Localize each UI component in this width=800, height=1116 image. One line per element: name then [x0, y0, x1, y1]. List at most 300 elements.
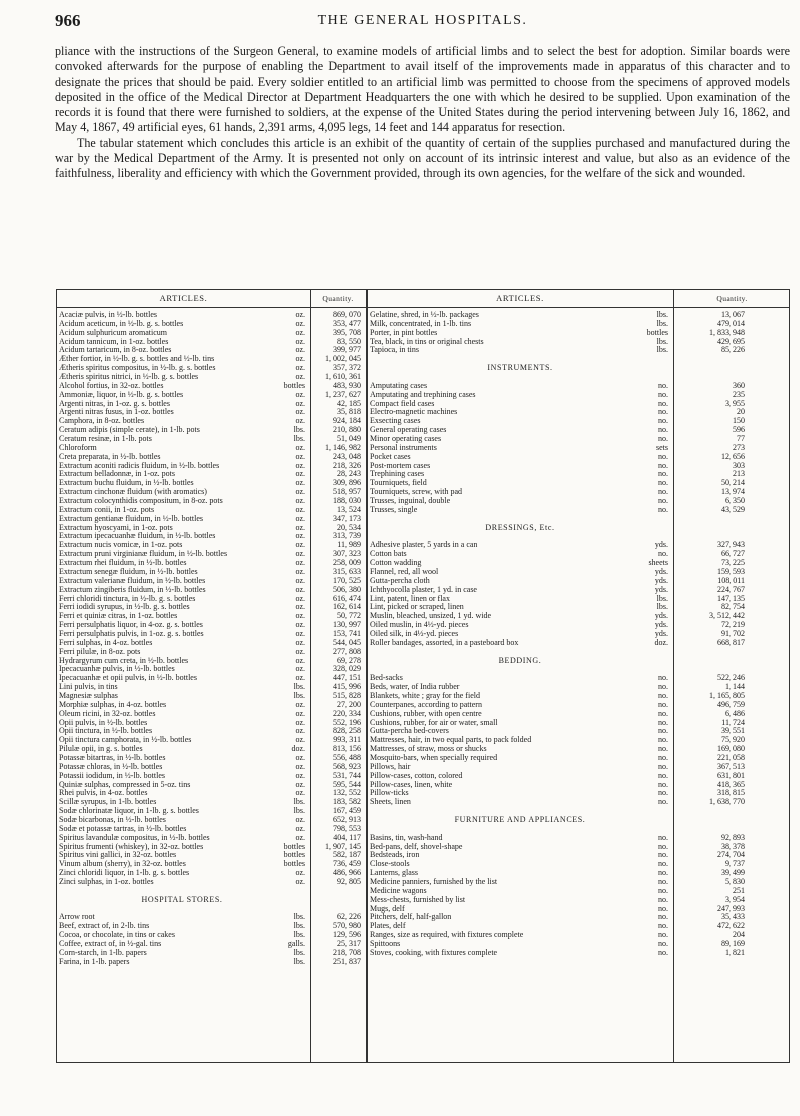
unit-label: no.	[658, 851, 668, 860]
unit-label: lbs.	[293, 922, 305, 931]
quantity-value: 1, 638, 770	[709, 798, 745, 807]
table-row	[59, 479, 364, 488]
article-name: Pillow-cases, cotton, colored	[370, 771, 463, 780]
quantity-value: 170, 525	[333, 576, 361, 585]
unit-label: no.	[658, 452, 668, 461]
table-row	[370, 931, 789, 940]
quantity-value: 736, 459	[333, 860, 361, 869]
unit-label: yds.	[654, 567, 668, 576]
unit-label: oz.	[295, 621, 305, 630]
quantity-value: 1, 610, 361	[325, 373, 361, 382]
table-row	[59, 435, 364, 444]
article-name: Argenti nitras fusus, in 1-oz. bottles	[59, 408, 174, 417]
article-name: Trusses, inguinal, double	[370, 497, 451, 506]
table-row	[370, 400, 789, 409]
article-name: Potassæ chloras, in ½-lb. bottles	[59, 762, 163, 771]
article-name: Extractum buchu fluidum, in ½-lb. bottles	[59, 479, 194, 488]
article-name: Ferri iodidi syrupus, in ½-lb. g. s. bottles	[59, 603, 190, 612]
quantity-value: 13, 067	[721, 311, 745, 319]
unit-label: lbs.	[293, 691, 305, 700]
unit-label: oz.	[295, 399, 305, 408]
article-name: Adhesive plaster, 5 yards in a can	[370, 541, 478, 550]
article-name: Counterpanes, according to pattern	[370, 700, 482, 709]
article-name: Opii pulvis, in ½-lb. bottles	[59, 718, 148, 727]
table-row	[370, 541, 789, 550]
table-row	[59, 674, 364, 683]
article-name: Lini pulvis, in tins	[59, 683, 118, 692]
article-name: Plates, delf	[370, 922, 406, 931]
quantity-value: 51, 049	[337, 435, 361, 444]
quantity-value: 1, 144	[725, 683, 745, 692]
unit-label: no.	[658, 940, 668, 949]
unit-label: no.	[658, 789, 668, 798]
table-row	[59, 577, 364, 586]
quantity-value: 83, 550	[337, 337, 361, 346]
unit-label: oz.	[295, 576, 305, 585]
intro-text	[55, 44, 790, 182]
quantity-value: 132, 552	[333, 789, 361, 798]
unit-label: oz.	[295, 638, 305, 647]
table-row	[59, 665, 364, 674]
table-row	[59, 807, 364, 816]
unit-label: oz.	[295, 443, 305, 452]
quantity-value: 218, 708	[333, 948, 361, 957]
unit-label: oz.	[295, 700, 305, 709]
unit-label: no.	[658, 869, 668, 878]
unit-label: yds.	[654, 612, 668, 621]
article-name: Mugs, delf	[370, 904, 405, 913]
quantity-value: 318, 815	[717, 789, 745, 798]
quantity-value: 1, 002, 045	[325, 355, 361, 364]
table-row	[370, 683, 789, 692]
table-row	[59, 320, 364, 329]
table-row	[59, 843, 364, 852]
article-name: Ferri chloridi tinctura, in ½-lb. g. s. bottles	[59, 594, 196, 603]
article-name: Ammoniæ, liquor, in ½-lb. g. s. bottles	[59, 390, 184, 399]
article-name: Rhei pulvis, in 4-oz. bottles	[59, 789, 148, 798]
article-name: Magnesiæ sulphas	[59, 691, 118, 700]
quantity-value: 77	[737, 435, 745, 444]
article-name: Tourniquets, field	[370, 479, 427, 488]
table-row	[370, 612, 789, 621]
quantity-value: 162, 614	[333, 603, 361, 612]
quantity-value: 50, 772	[337, 612, 361, 621]
table-row	[370, 860, 789, 869]
quantity-value: 582, 187	[333, 851, 361, 860]
unit-label: oz.	[295, 709, 305, 718]
unit-label: no.	[658, 762, 668, 771]
unit-label: no.	[658, 497, 668, 506]
article-name: Stoves, cooking, with fixtures complete	[370, 948, 498, 957]
quantity-value: 353, 477	[333, 319, 361, 328]
unit-label: no.	[658, 895, 668, 904]
quantity-value: 224, 767	[717, 585, 745, 594]
table-row	[59, 798, 364, 807]
unit-label: bottles	[646, 328, 668, 337]
unit-label: no.	[658, 833, 668, 842]
section-heading: DRESSINGS, Etc.	[485, 523, 555, 532]
article-name: Close-stools	[370, 860, 410, 869]
page-number: 966	[55, 11, 81, 30]
unit-label: yds.	[654, 629, 668, 638]
quantity-value: 159, 593	[717, 567, 745, 576]
quantity-value: 218, 326	[333, 461, 361, 470]
unit-label: bottles	[283, 851, 305, 860]
article-name: Compact field cases	[370, 399, 435, 408]
table-row	[370, 595, 789, 604]
quantity-value: 188, 030	[333, 497, 361, 506]
article-name: Oiled muslin, in 4½-yd. pieces	[370, 621, 469, 630]
table-row	[59, 364, 364, 373]
unit-label: no.	[658, 904, 668, 913]
article-name: Pillows, hair	[370, 762, 411, 771]
article-name: Acidum tannicum, in 1-oz. bottles	[59, 337, 169, 346]
table-row	[59, 825, 364, 834]
article-name: Extractum cinchonæ fluidum (with aromatics)	[59, 488, 207, 497]
table-row	[59, 639, 364, 648]
article-name: Lanterns, glass	[370, 869, 418, 878]
unit-label: oz.	[295, 718, 305, 727]
unit-label: oz.	[295, 541, 305, 550]
unit-label: no.	[658, 736, 668, 745]
unit-label: oz.	[295, 833, 305, 842]
table-row	[59, 612, 364, 621]
table-row	[370, 453, 789, 462]
article-name: Pocket cases	[370, 452, 411, 461]
table-row	[370, 692, 789, 701]
article-name: Ipecacuanhæ pulvis, in ½-lb. bottles	[59, 665, 175, 674]
unit-label: oz.	[295, 328, 305, 337]
quantity-value: 108, 011	[717, 576, 745, 585]
article-name: Ætheris spiritus compositus, in ½-lb. g. s. bottles	[59, 364, 216, 373]
article-name: Exsecting cases	[370, 417, 421, 426]
quantity-value: 130, 997	[333, 621, 361, 630]
table-row	[370, 639, 789, 648]
article-name: Muslin, bleached, unsized, 1 yd. wide	[370, 612, 492, 621]
quantity-value: 552, 196	[333, 718, 361, 727]
unit-label: no.	[658, 718, 668, 727]
table-row	[59, 329, 364, 338]
table-row	[59, 453, 364, 462]
unit-label: oz.	[295, 629, 305, 638]
quantity-value: 167, 459	[333, 807, 361, 816]
quantity-value: 1, 821	[725, 948, 745, 957]
unit-label: oz.	[295, 497, 305, 506]
section-heading: HOSPITAL STORES.	[141, 895, 223, 904]
quantity-value: 447, 151	[333, 674, 361, 683]
table-row	[59, 488, 364, 497]
unit-label: no.	[658, 674, 668, 683]
quantity-value: 6, 486	[725, 709, 745, 718]
table-row	[370, 577, 789, 586]
table-row	[59, 355, 364, 364]
spacer-row	[370, 825, 670, 834]
table-row	[370, 391, 789, 400]
quantity-value: 404, 117	[333, 833, 361, 842]
article-name: Cocoa, or chocolate, in tins or cakes	[59, 931, 175, 940]
table-row	[370, 603, 789, 612]
article-name: Alcohol fortius, in 32-oz. bottles	[59, 381, 164, 390]
quantity-value: 3, 955	[725, 399, 745, 408]
article-name: Minor operating cases	[370, 435, 442, 444]
quantity-value: 309, 896	[333, 479, 361, 488]
unit-label: no.	[658, 709, 668, 718]
table-row	[59, 789, 364, 798]
unit-label: oz.	[295, 762, 305, 771]
article-name: Acidum tartaricum, in 8-oz. bottles	[59, 346, 172, 355]
article-name: Porter, in pint bottles	[370, 328, 438, 337]
quantity-value: 129, 596	[333, 931, 361, 940]
quantity-value: 204	[733, 931, 745, 940]
table-row	[370, 710, 789, 719]
unit-label: oz.	[295, 815, 305, 824]
article-name: Morphiæ sulphas, in 4-oz. bottles	[59, 700, 167, 709]
quantity-value: 472, 622	[717, 922, 745, 931]
article-name: Cotton wadding	[370, 559, 422, 568]
table-row	[370, 346, 789, 355]
quantity-value: 169, 080	[717, 745, 745, 754]
unit-label: oz.	[295, 311, 305, 319]
quantity-value: 596	[733, 426, 745, 435]
table-row	[370, 878, 789, 887]
article-name: Ferri sulphas, in 4-oz. bottles	[59, 638, 153, 647]
unit-label: no.	[658, 488, 668, 497]
article-name: Creta preparata, in ½-lb. bottles	[59, 452, 161, 461]
table-row	[370, 798, 789, 807]
article-name: Vinum album (sherry), in 32-oz. bottles	[59, 860, 186, 869]
article-name: Pillow-cases, linen, white	[370, 780, 453, 789]
quantity-value: 993, 311	[333, 736, 361, 745]
article-name: Basins, tin, wash-hand	[370, 833, 443, 842]
unit-label: oz.	[295, 355, 305, 364]
table-row	[370, 727, 789, 736]
article-name: Extractum rhei fluidum, in ½-lb. bottles	[59, 559, 187, 568]
quantity-value: 91, 702	[721, 629, 745, 638]
spacer-row	[370, 665, 670, 674]
article-name: Potassii iodidum, in ½-lb. bottles	[59, 771, 166, 780]
unit-label: oz.	[295, 567, 305, 576]
unit-label: oz.	[295, 674, 305, 683]
table-row	[370, 426, 789, 435]
table-row	[59, 621, 364, 630]
article-name: Pitchers, delf, half-gallon	[370, 913, 452, 922]
unit-label: oz.	[295, 417, 305, 426]
article-name: Bed-pans, delf, shovel-shape	[370, 842, 463, 851]
spacer-row	[370, 515, 670, 524]
table-row	[370, 754, 789, 763]
quantity-value: 251, 837	[333, 957, 361, 966]
quantity-value: 258, 009	[333, 559, 361, 568]
article-name: Ferri pilulæ, in 8-oz. pots	[59, 647, 141, 656]
article-name: Opii tinctura, in ½-lb. bottles	[59, 727, 153, 736]
article-name: Roller bandages, assorted, in a pasteboard box	[370, 638, 519, 647]
column-divider	[366, 290, 367, 1062]
unit-label: no.	[658, 780, 668, 789]
article-name: Spiritus vini gallici, in 32-oz. bottles	[59, 851, 177, 860]
table-row	[370, 772, 789, 781]
spacer-row	[370, 648, 670, 657]
unit-label: no.	[658, 860, 668, 869]
table-row	[59, 550, 364, 559]
quantity-value: 147, 135	[717, 594, 745, 603]
table-row	[59, 559, 364, 568]
unit-label: oz.	[295, 390, 305, 399]
article-name: Acidum sulphuricum aromaticum	[59, 328, 167, 337]
unit-label: no.	[658, 505, 668, 514]
article-name: Sodæ bicarbonas, in ½-lb. bottles	[59, 815, 166, 824]
unit-label: no.	[658, 691, 668, 700]
quantity-value: 39, 499	[721, 869, 745, 878]
table-row	[59, 382, 364, 391]
table-row	[370, 630, 789, 639]
quantity-value: 518, 957	[333, 488, 361, 497]
unit-label: oz.	[295, 869, 305, 878]
quantity-value: 277, 808	[333, 647, 361, 656]
unit-label: bottles	[283, 860, 305, 869]
article-name: Arrow root	[59, 913, 95, 922]
quantity-value: 367, 513	[717, 762, 745, 771]
unit-label: oz.	[295, 319, 305, 328]
unit-label: lbs.	[656, 337, 668, 346]
unit-label: no.	[658, 381, 668, 390]
quantity-value: 924, 184	[333, 417, 361, 426]
supplies-table	[56, 289, 790, 1063]
table-row	[59, 373, 364, 382]
unit-label: lbs.	[293, 807, 305, 816]
quantity-value: 479, 014	[717, 319, 745, 328]
article-name: Cotton bats	[370, 550, 407, 559]
article-name: Gutta-percha cloth	[370, 576, 430, 585]
unit-label: oz.	[295, 488, 305, 497]
article-name: Sodæ chlorinatæ liquor, in 1-lb. g. s. bottles	[59, 807, 199, 816]
article-name: General operating cases	[370, 426, 447, 435]
article-name: Zinci chloridi liquor, in 1-lb. g. s. bottles	[59, 869, 190, 878]
unit-label: oz.	[295, 603, 305, 612]
unit-label: no.	[658, 399, 668, 408]
article-name: Farina, in 1-lb. papers	[59, 957, 130, 966]
unit-label: no.	[658, 798, 668, 807]
article-name: Extractum ipecacuanhæ fluidum, in ½-lb. bottles	[59, 532, 216, 541]
unit-label: lbs.	[293, 435, 305, 444]
unit-label: oz.	[295, 461, 305, 470]
unit-label: yds.	[654, 585, 668, 594]
quantity-value: 486, 966	[333, 869, 361, 878]
quantity-value: 85, 226	[721, 346, 745, 355]
quantity-value: 13, 974	[721, 488, 745, 497]
unit-label: no.	[658, 745, 668, 754]
unit-label: no.	[658, 390, 668, 399]
quantity-value: 496, 759	[717, 700, 745, 709]
unit-label: yds.	[654, 541, 668, 550]
unit-label: oz.	[295, 771, 305, 780]
table-row	[59, 444, 364, 453]
article-name: Ferri et quiniæ citras, in 1-oz. bottles	[59, 612, 178, 621]
quantity-value: 274, 704	[717, 851, 745, 860]
table-row	[59, 683, 364, 692]
table-row	[59, 949, 364, 958]
unit-label: no.	[658, 771, 668, 780]
article-name: Argenti nitras, in 1-oz. g. s. bottles	[59, 399, 170, 408]
unit-label: no.	[658, 931, 668, 940]
table-row	[370, 745, 789, 754]
unit-label: oz.	[295, 665, 305, 674]
article-name: Acidum aceticum, in ½-lb. g. s. bottles	[59, 319, 184, 328]
table-row	[370, 949, 789, 958]
quantity-value: 395, 708	[333, 328, 361, 337]
article-name: Tourniquets, screw, with pad	[370, 488, 463, 497]
table-row	[370, 462, 789, 471]
table-row	[370, 470, 789, 479]
article-name: Trusses, single	[370, 505, 418, 514]
quantity-value: 347, 173	[333, 514, 361, 523]
quantity-value: 3, 954	[725, 895, 745, 904]
article-name: Pillow-ticks	[370, 789, 409, 798]
article-name: Amputating and trephining cases	[370, 390, 476, 399]
unit-label: oz.	[295, 523, 305, 532]
article-name: Spiritus lavandulæ compositus, in ½-lb. bottles	[59, 833, 210, 842]
table-row	[59, 506, 364, 515]
table-row	[370, 488, 789, 497]
quantity-value: 69, 278	[337, 656, 361, 665]
section-heading: FURNITURE AND APPLIANCES.	[454, 815, 586, 824]
quantity-value: 357, 372	[333, 364, 361, 373]
article-name: Bedsteads, iron	[370, 851, 420, 860]
unit-label: galls.	[287, 940, 305, 949]
unit-label: lbs.	[293, 798, 305, 807]
unit-label: lbs.	[656, 594, 668, 603]
quantity-value: 515, 828	[333, 691, 361, 700]
table-row	[370, 382, 789, 391]
quantity-value: 20, 534	[337, 523, 361, 532]
table-row	[59, 913, 364, 922]
intro-paragraph-2: The tabular statement which concludes this article is an exhibit of the quantity of certain of the supplies purchased and manufactured during the war by the Medical Department of the Army. It is presented not only on account of its intrinsic interest and value, but also as an evidence of the faithfulness, liberality and efficiency with which the Government provided, through its own agencies, for the welfare of the sick and wounded.	[55, 135, 790, 181]
quantity-value: 429, 695	[717, 337, 745, 346]
article-name: Scillæ syrupus, in 1-lb. bottles	[59, 798, 157, 807]
spacer-row	[370, 532, 670, 541]
article-name: Extractum gentianæ fluidum, in ½-lb. bottles	[59, 514, 203, 523]
article-name: Beds, water, of India rubber	[370, 683, 460, 692]
unit-label: yds.	[654, 576, 668, 585]
table-row	[59, 515, 364, 524]
table-row	[370, 719, 789, 728]
quantity-value: 828, 258	[333, 727, 361, 736]
unit-label: yds.	[654, 621, 668, 630]
quantity-value: 247, 993	[717, 904, 745, 913]
unit-label: no.	[658, 683, 668, 692]
unit-label: no.	[658, 550, 668, 559]
article-name: Electro-magnetic machines	[370, 408, 458, 417]
article-name: Corn-starch, in 1-lb. papers	[59, 948, 147, 957]
unit-label: oz.	[295, 346, 305, 355]
right-quantity-header: Quantity.	[716, 294, 748, 303]
unit-label: no.	[658, 886, 668, 895]
quantity-value: 360	[733, 381, 745, 390]
table-row	[59, 816, 364, 825]
article-name: Gelatine, shred, in ½-lb. packages	[370, 311, 479, 319]
quantity-value: 652, 913	[333, 815, 361, 824]
unit-label: lbs.	[293, 931, 305, 940]
table-row	[59, 338, 364, 347]
article-name: Tea, black, in tins or original chests	[370, 337, 484, 346]
article-name: Quiniæ sulphas, compressed in 5-oz. tins	[59, 780, 191, 789]
unit-label: oz.	[295, 789, 305, 798]
quantity-value: 220, 334	[333, 709, 361, 718]
article-name: Tapioca, in tins	[370, 346, 419, 355]
unit-label: bottles	[283, 842, 305, 851]
quantity-value: 595, 544	[333, 780, 361, 789]
article-name: Sheets, linen	[370, 798, 411, 807]
quantity-value: 73, 225	[721, 559, 745, 568]
